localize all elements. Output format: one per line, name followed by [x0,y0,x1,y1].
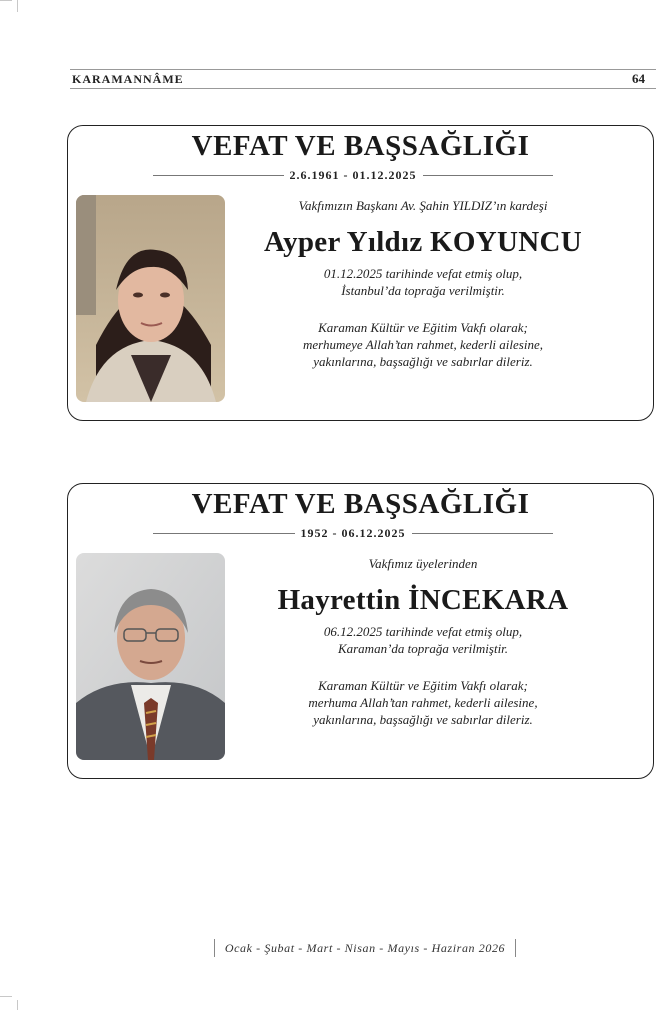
issue-footer [207,938,523,958]
obituary-card [67,125,654,421]
burial-line: İstanbul’da toprağa verilmiştir. [341,283,505,298]
condolence-line: Karaman Kültür ve Eğitim Vakfı olarak; [318,678,528,693]
death-line: 06.12.2025 tarihinde vefat etmiş olup, [323,624,523,639]
burial-line: Karaman’da toprağa verilmiştir. [337,641,509,656]
issue-months: Ocak - Şubat - Mart - Nisan - Mayıs - Haziran 2026 [224,940,506,955]
condolence-line: yakınlarına, başsağlığı ve sabırlar dileriz. [313,354,533,369]
divider [153,533,295,534]
notice-text [253,198,593,370]
divider [412,533,554,534]
card-title: VEFAT VE BAŞSAĞLIĞI [191,130,530,162]
crop-mark [0,0,12,1]
condolence-message [253,677,593,728]
death-line: 01.12.2025 tarihinde vefat etmiş olup, [323,266,523,281]
relation-text: Vakfımızın Başkanı Av. Şahin YILDIZ’ın kardeşi [298,198,548,213]
condolence-line: merhumeye Allah’tan rahmet, kederli ailesine, [303,337,543,352]
portrait-photo [76,195,225,402]
life-dates: 2.6.1961 - 01.12.2025 [289,167,417,182]
notice-text [253,556,593,728]
relation-text: Vakfımız üyelerinden [368,556,478,571]
crop-mark [17,1000,18,1010]
life-dates: 1952 - 06.12.2025 [300,525,406,540]
page-number: 64 [632,71,645,86]
header-rule-top [70,69,656,70]
condolence-line: Karaman Kültür ve Eğitim Vakfı olarak; [318,320,528,335]
divider [153,175,284,176]
obituary-card [67,483,654,779]
header-rule-bottom [70,88,656,89]
magazine-title: KARAMANNÂME [72,72,184,86]
crop-mark [0,996,12,997]
footer-divider [515,939,516,957]
card-title: VEFAT VE BAŞSAĞLIĞI [191,488,530,520]
deceased-name: Ayper Yıldız KOYUNCU [263,226,582,258]
condolence-line: yakınlarına, başsağlığı ve sabırlar dileriz. [313,712,533,727]
crop-mark [17,0,18,12]
dates-row [153,168,553,182]
dates-row [153,526,553,540]
divider [423,175,554,176]
deceased-name: Hayrettin İNCEKARA [277,584,569,616]
portrait-photo [76,553,225,760]
death-info [253,623,593,657]
death-info [253,265,593,299]
condolence-line: merhuma Allah’tan rahmet, kederli ailesine, [308,695,538,710]
condolence-message [253,319,593,370]
